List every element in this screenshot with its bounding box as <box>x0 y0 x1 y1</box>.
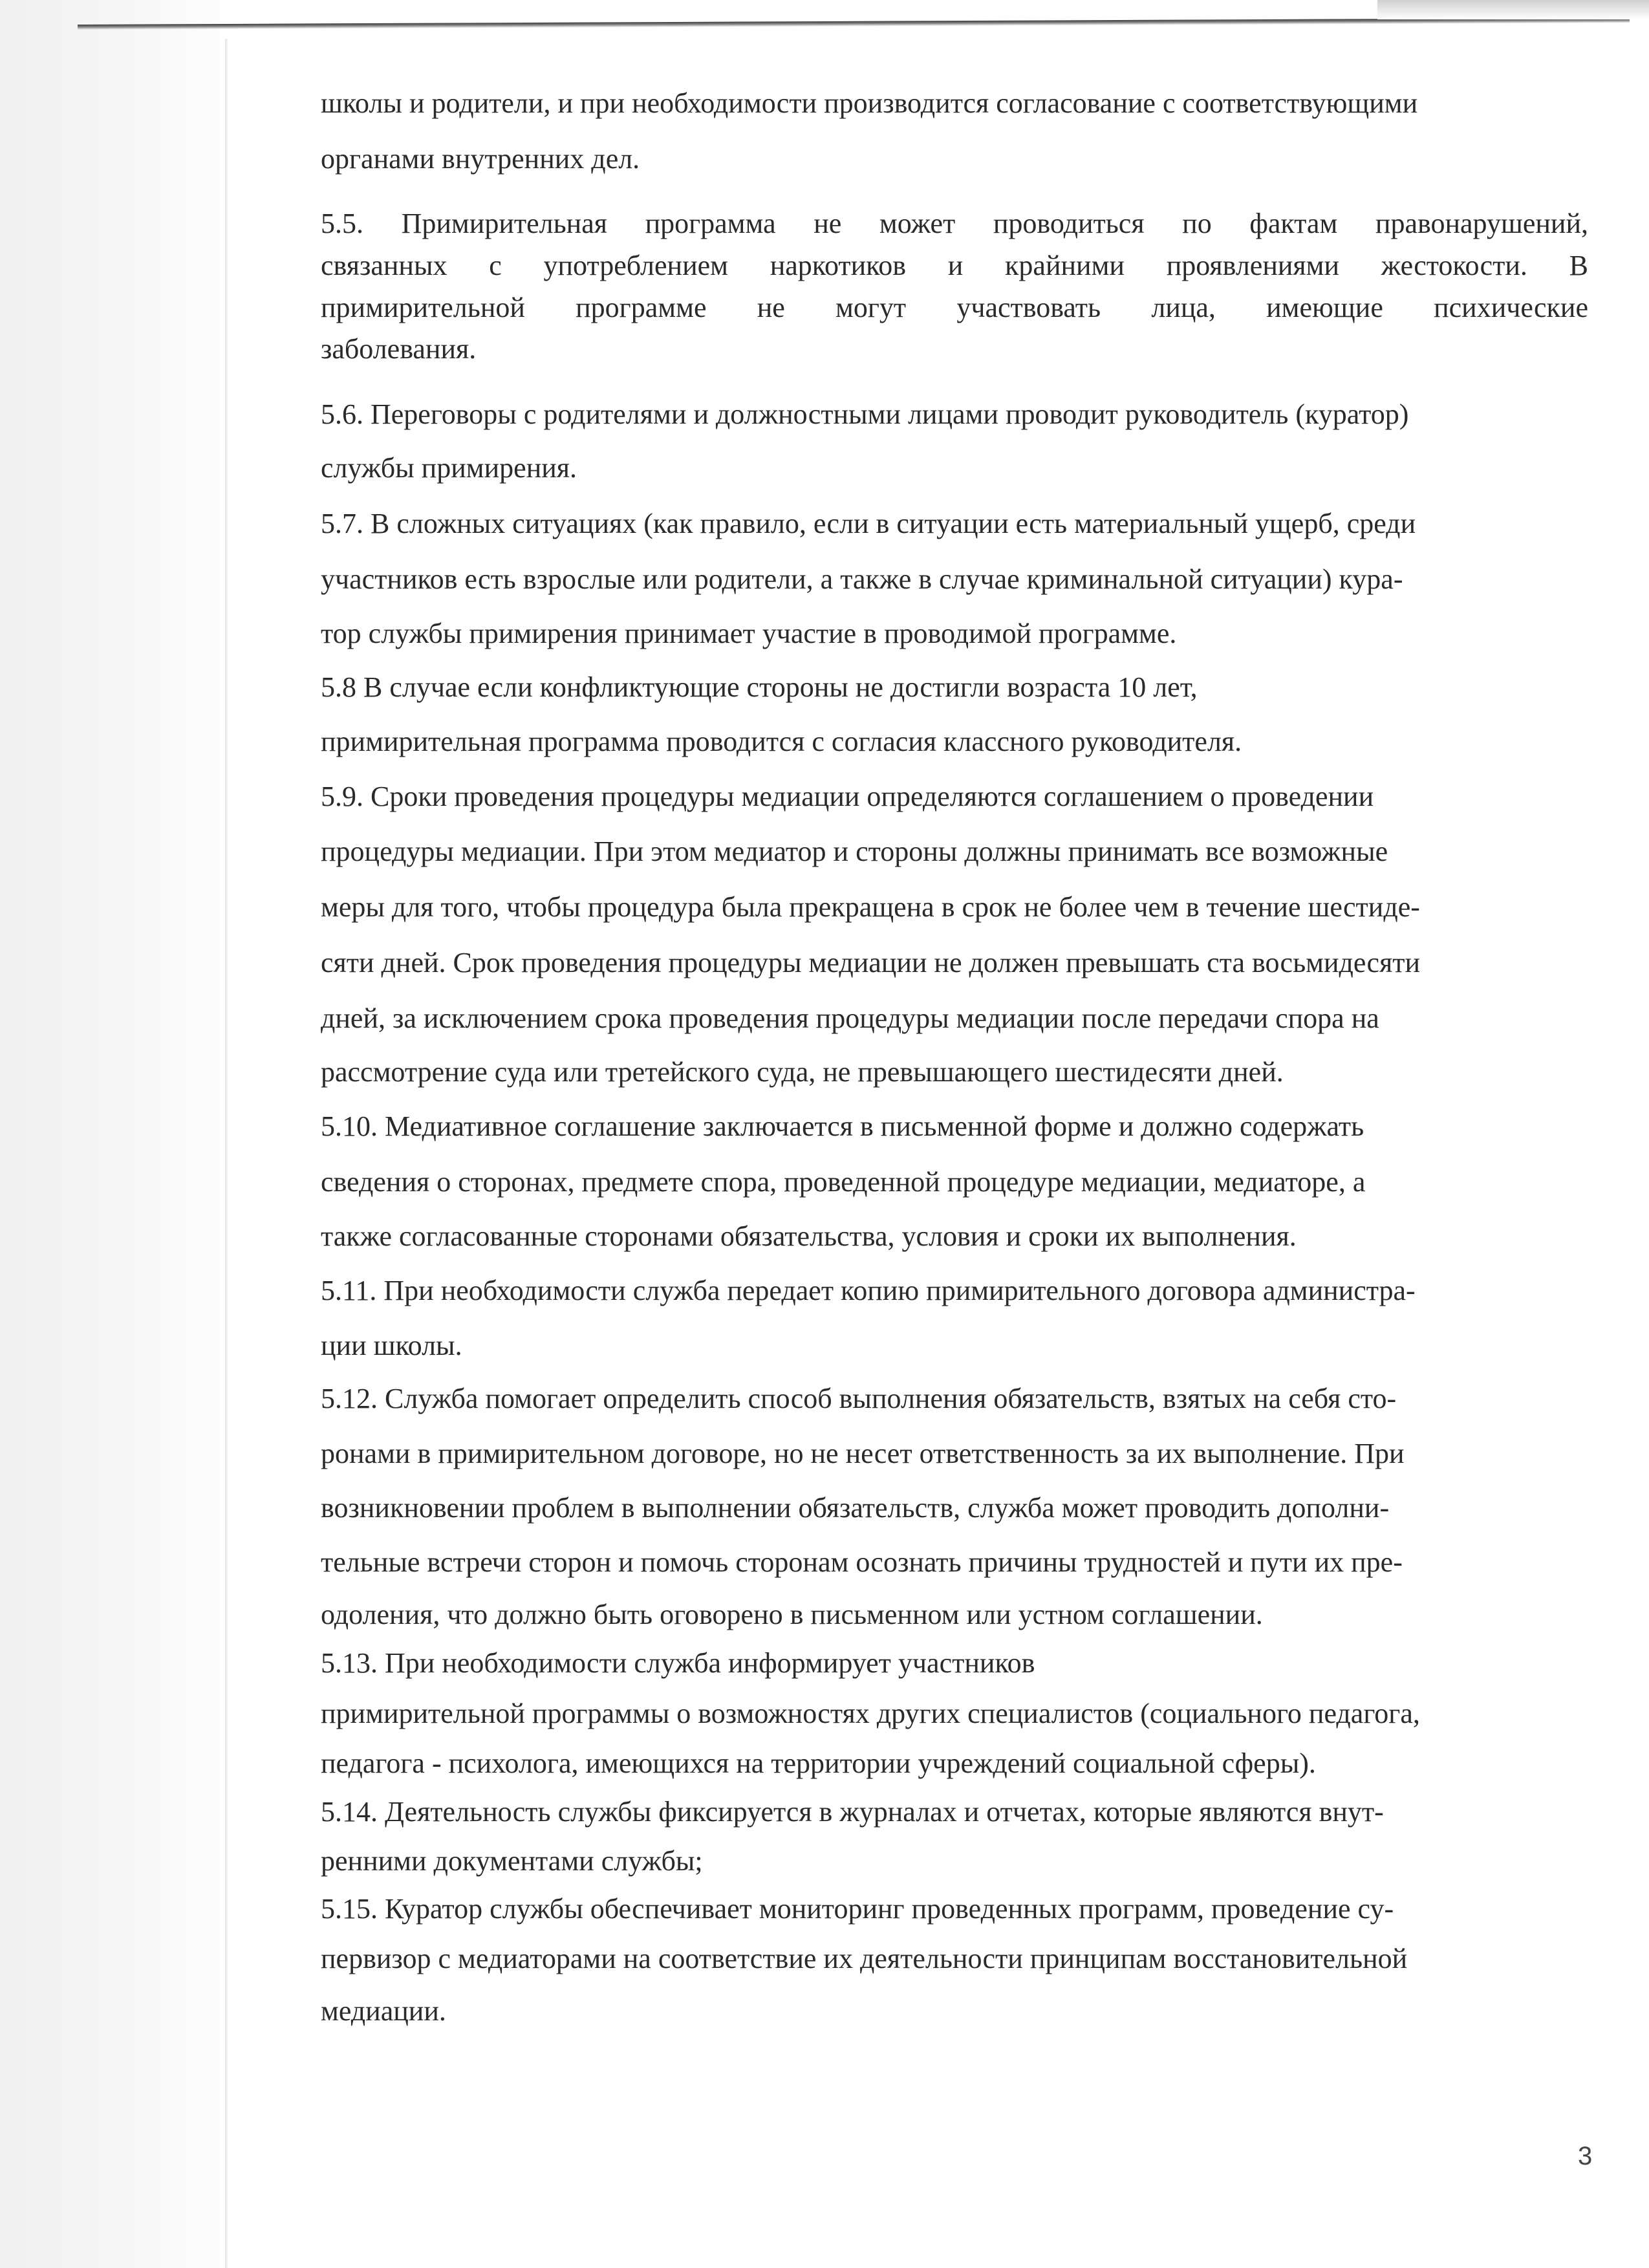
page-number: 3 <box>1578 2142 1593 2170</box>
text-line: меры для того, чтобы процедура была прекращена в срок не более чем в течение шестиде- <box>321 891 1420 923</box>
text-line: одоления, что должно быть оговорено в письменном или устном соглашении. <box>321 1599 1263 1630</box>
text-line: медиации. <box>321 1995 446 2027</box>
text-line: сяти дней. Срок проведения процедуры медиации не должен превышать ста восьмидесяти <box>321 947 1421 978</box>
text-line: тельные встречи сторон и помочь сторонам осознать причины трудностей и пути их пре- <box>321 1546 1403 1578</box>
text-line: 5.9. Сроки проведения процедуры медиации определяются соглашением о проведении <box>321 781 1374 812</box>
scan-top-right-shadow <box>1377 0 1649 19</box>
text-line: участников есть взрослые или родители, а также в случае криминальной ситуации) кура- <box>321 563 1403 595</box>
text-line: 5.6. Переговоры с родителями и должностными лицами проводит руководитель (куратор) <box>321 398 1409 430</box>
text-line: 5.11. При необходимости служба передает копию примирительного договора администра- <box>321 1275 1416 1306</box>
text-line: примирительной программы о возможностях других специалистов (социального педагога, <box>321 1698 1420 1729</box>
text-line: также согласованные сторонами обязательства, условия и сроки их выполнения. <box>321 1220 1297 1252</box>
text-line: процедуры медиации. При этом медиатор и стороны должны принимать все возможные <box>321 836 1388 867</box>
text-line: 5.12. Служба помогает определить способ выполнения обязательств, взятых на себя сто- <box>321 1383 1397 1414</box>
text-line: 5.5. Примирительная программа не может проводиться по фактам правонарушений, <box>321 208 1588 239</box>
text-line: 5.10. Медиативное соглашение заключается в письменной форме и должно содержать <box>321 1110 1364 1142</box>
text-line: органами внутренних дел. <box>321 143 640 175</box>
text-line: рассмотрение суда или третейского суда, не превышающего шестидесяти дней. <box>321 1056 1284 1088</box>
text-line: службы примирения. <box>321 452 577 484</box>
scan-left-edge <box>0 0 220 2268</box>
text-line: заболевания. <box>321 333 477 365</box>
text-line: 5.8 В случае если конфликтующие стороны не достигли возраста 10 лет, <box>321 671 1198 703</box>
text-line: ронами в примирительном договоре, но не несет ответственность за их выполнение. При <box>321 1438 1405 1469</box>
text-line: связанных с употреблением наркотиков и крайними проявлениями жестокости. В <box>321 250 1588 281</box>
text-line: школы и родители, и при необходимости производится согласование с соответствующими <box>321 87 1418 119</box>
text-line: примирительная программа проводится с согласия классного руководителя. <box>321 726 1242 757</box>
text-line: первизор с медиаторами на соответствие их деятельности принципам восстановительной <box>321 1943 1408 1974</box>
text-line: дней, за исключением срока проведения процедуры медиации после передачи спора на <box>321 1002 1379 1034</box>
text-line: 5.14. Деятельность службы фиксируется в журналах и отчетах, которые являются внут- <box>321 1796 1384 1828</box>
text-line: примирительной программе не могут участвовать лица, имеющие психические <box>321 292 1588 323</box>
text-line: ции школы. <box>321 1330 462 1361</box>
text-line: 5.7. В сложных ситуациях (как правило, если в ситуации есть материальный ущерб, среди <box>321 508 1416 539</box>
text-line: тор службы примирения принимает участие в проводимой программе. <box>321 618 1177 649</box>
scan-fold-shadow <box>225 39 228 2268</box>
text-line: 5.13. При необходимости служба информирует участников <box>321 1647 1035 1679</box>
scan-top-edge <box>78 18 1630 30</box>
text-line: сведения о сторонах, предмете спора, проведенной процедуре медиации, медиаторе, а <box>321 1166 1366 1198</box>
text-line: возникновении проблем в выполнении обязательств, служба может проводить дополни- <box>321 1492 1390 1524</box>
text-line: 5.15. Куратор службы обеспечивает мониторинг проведенных программ, проведение су- <box>321 1893 1394 1925</box>
text-line: педагога - психолога, имеющихся на территории учреждений социальной сферы). <box>321 1747 1316 1779</box>
text-line: ренними документами службы; <box>321 1845 703 1877</box>
